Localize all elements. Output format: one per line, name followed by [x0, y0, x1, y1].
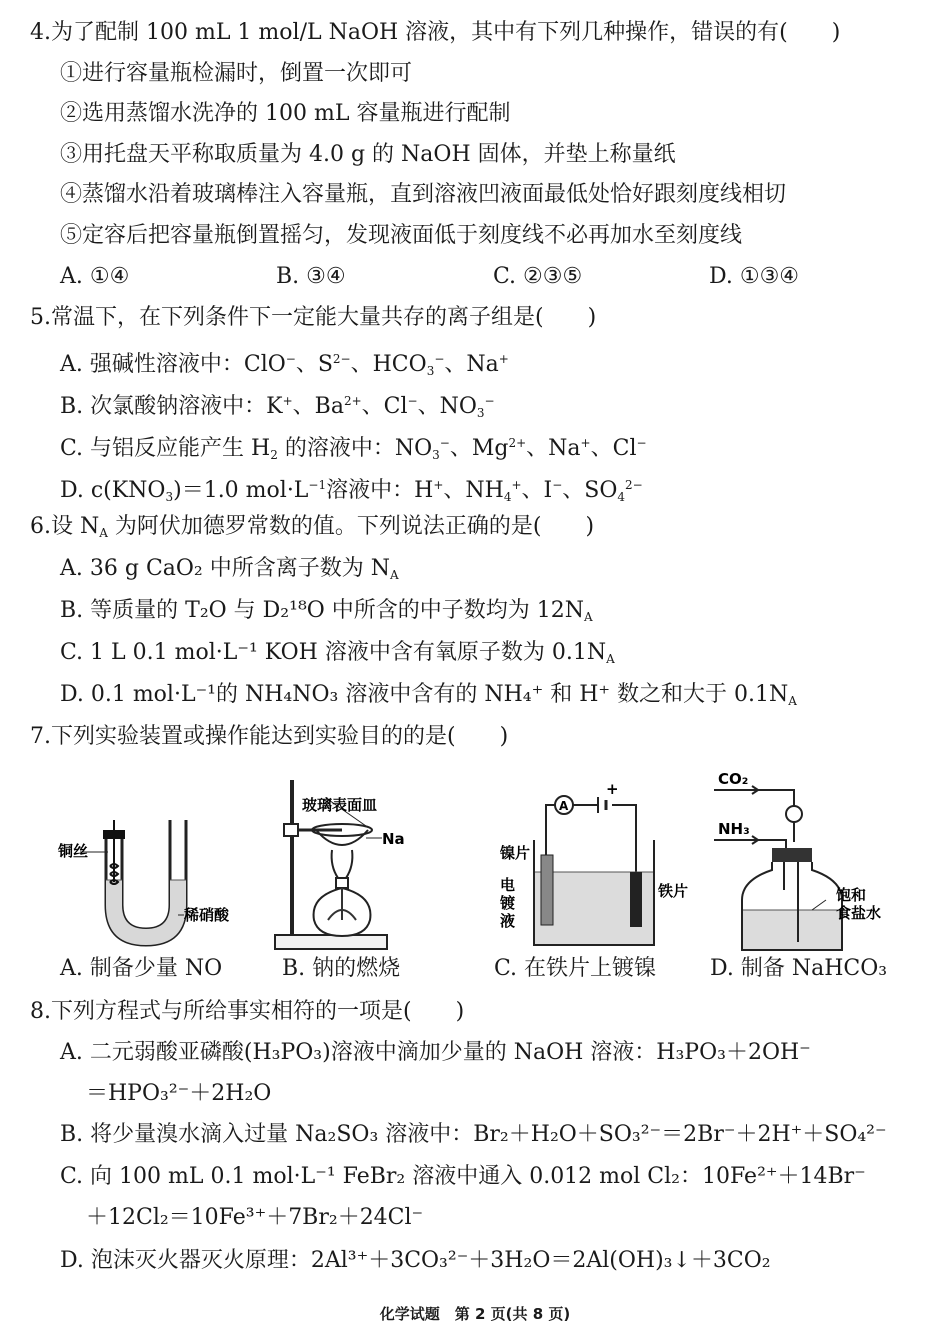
q5-option-a: A. 强碱性溶液中：ClO−、$S^{2-}$、$HCO_3^-$、Na+ — [60, 352, 509, 378]
q4-item-5: ⑤定容后把容量瓶倒置摇匀，发现液面低于刻度线不必再加水至刻度线 — [60, 223, 743, 248]
label-bath-1: 电 — [500, 876, 516, 894]
q4-choice-b: B. ③④ — [276, 264, 346, 289]
q8-option-b: B. 将少量溴水滴入过量 Na₂SO₃ 溶液中：Br₂＋H₂O＋SO₃²⁻＝2Br⁻＋2H⁺＋SO₄²⁻ — [60, 1122, 887, 1147]
q4-item-2: ②选用蒸馏水洗净的 100 mL 容量瓶进行配制 — [60, 101, 511, 126]
label-brine-1: 饱和 — [836, 886, 867, 904]
q8-option-a-line1: A. 二元弱酸亚磷酸(H₃PO₃)溶液中滴加少量的 NaOH 溶液：H₃PO₃＋2OH⁻ — [60, 1040, 811, 1065]
q6-option-c: C. 1 L 0.1 mol·L⁻¹ KOH 溶液中含有氧原子数为 $0.1N_A$ — [60, 640, 615, 666]
ammeter-label: A — [559, 799, 569, 813]
label-plus: + — [606, 780, 619, 798]
q4-item-4: ④蒸馏水沿着玻璃棒注入容量瓶，直到溶液凹液面最低处恰好跟刻度线相切 — [60, 182, 787, 207]
q4-choice-d: D. ①③④ — [709, 264, 800, 289]
q8-option-c-line1: C. 向 100 mL 0.1 mol·L⁻¹ FeBr₂ 溶液中通入 0.012 mol Cl₂：10Fe²⁺＋14Br⁻ — [60, 1164, 866, 1189]
q5-option-b: B. 次氯酸钠溶液中：K+、$Ba^{2+}$、Cl−、$NO_3^-$ — [60, 394, 495, 420]
label-na: Na — [382, 830, 405, 848]
q5-option-d: D. $c(KNO_3)=1.0$ $mol\cdot L^{-1}$溶液中：H+、$NH_4^+$、I−、$SO_4^{2-}$ — [60, 478, 643, 504]
figure-b-sodium-burning — [270, 760, 405, 955]
label-bath-2: 镀 — [500, 894, 516, 912]
q4-choice-c: C. ②③⑤ — [493, 264, 583, 289]
label-bath-3: 液 — [500, 912, 516, 930]
label-dilute-nitric-acid: 稀硝酸 — [184, 906, 230, 924]
figure-d-nahco3-setup — [712, 760, 890, 955]
q6-option-a: A. 36 g CaO₂ 中所含离子数为 $N_A$ — [60, 556, 399, 582]
label-brine-2: 食盐水 — [836, 904, 882, 922]
q6-stem: 6.设 $N_A$ 为阿伏加德罗常数的值。下列说法正确的是( ) — [30, 514, 595, 540]
q8-option-a-line2: ＝HPO₃²⁻＋2H₂O — [86, 1081, 272, 1106]
caption-b: B. 钠的燃烧 — [282, 956, 401, 981]
q5-option-c: C. 与铝反应能产生 $H_2$ 的溶液中：$NO_3^-$、$Mg^{2+}$、Na+、Cl− — [60, 436, 647, 462]
q6-option-d: D. 0.1 mol·L⁻¹的 NH₄NO₃ 溶液中含有的 NH₄⁺ 和 H⁺ 数之和大于 $0.1N_A$ — [60, 682, 797, 708]
label-watch-glass: 玻璃表面皿 — [302, 796, 378, 814]
figure-c-electroplating — [494, 760, 689, 955]
caption-d: D. 制备 NaHCO₃ — [710, 956, 888, 981]
q8-stem: 8.下列方程式与所给事实相符的一项是( ) — [30, 999, 465, 1024]
label-co2: CO₂ — [718, 770, 749, 788]
label-nickel-plate: 镍片 — [500, 844, 531, 862]
q7-stem: 7.下列实验装置或操作能达到实验目的的是( ) — [30, 724, 509, 749]
label-copper-wire: 铜丝 — [58, 842, 89, 860]
q4-choice-a: A. ①④ — [60, 264, 130, 289]
figure-a-u-tube — [58, 760, 243, 955]
q6-option-b: B. 等质量的 T₂O 与 D₂¹⁸O 中所含的中子数均为 $12N_A$ — [60, 598, 593, 624]
page-footer: 化学试题 第 2 页(共 8 页) — [379, 1305, 571, 1323]
caption-a: A. 制备少量 NO — [60, 956, 223, 981]
q5-stem: 5.常温下，在下列条件下一定能大量共存的离子组是( ) — [30, 305, 597, 330]
q4-item-3: ③用托盘天平称取质量为 4.0 g 的 NaOH 固体，并垫上称量纸 — [60, 142, 676, 167]
q8-option-c-line2: ＋12Cl₂＝10Fe³⁺＋7Br₂＋24Cl⁻ — [86, 1205, 424, 1230]
q8-option-d: D. 泡沫灭火器灭火原理：2Al³⁺＋3CO₃²⁻＋3H₂O＝2Al(OH)₃↓＋3CO₂ — [60, 1248, 771, 1273]
q4-stem: 4.为了配制 100 mL 1 mol/L NaOH 溶液，其中有下列几种操作，错误的有( ) — [30, 20, 841, 45]
label-nh3: NH₃ — [718, 820, 750, 838]
q4-item-1: ①进行容量瓶检漏时，倒置一次即可 — [60, 61, 413, 86]
label-iron-plate: 铁片 — [658, 882, 689, 900]
caption-c: C. 在铁片上镀镍 — [494, 956, 657, 981]
